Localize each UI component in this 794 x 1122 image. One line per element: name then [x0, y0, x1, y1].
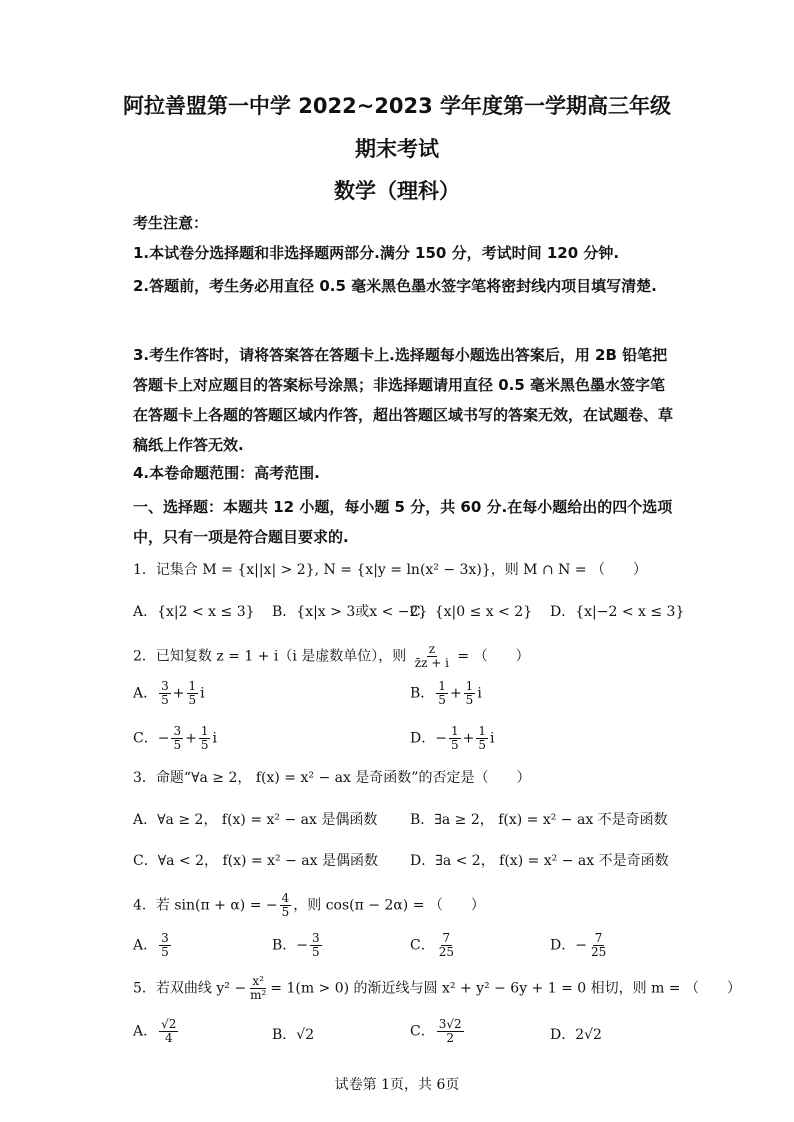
fraction-numerator: 3 — [312, 931, 320, 945]
question-4-option-d — [550, 932, 610, 959]
fraction-numerator: 1 — [465, 679, 474, 693]
section-1-heading: 一、选择题：本题共 12 小题，每小题 5 分，共 60 分.在每小题给出的四个选项中，只有一项是符合题目要求的. — [133, 498, 673, 546]
question-2-option-b — [410, 680, 482, 707]
option-fraction — [436, 680, 448, 707]
question-3-option-a: A．∀a ≥ 2， f(x) = x² − ax 是偶函数 — [133, 812, 378, 828]
question-2-option-d — [410, 725, 494, 752]
question-3-option-b: B．∃a ≥ 2， f(x) = x² − ax 不是奇函数 — [410, 812, 668, 828]
notice-item-2: 2.答题前，考生务必用直径 0.5 毫米黑色墨水签字笔将密封线内项目填写清楚. — [133, 277, 657, 295]
fraction-denominator: m² — [250, 988, 267, 1002]
option-sign: − — [157, 730, 170, 747]
question-5-option-d: D．2√2 — [550, 1027, 602, 1043]
option-operator: + — [449, 685, 462, 702]
question-5-option-b: B．√2 — [272, 1027, 315, 1043]
fraction-denominator: z̄z + i — [414, 656, 449, 670]
option-label: C． — [410, 1023, 435, 1040]
option-fraction — [589, 932, 608, 959]
option-label: A． — [133, 937, 158, 954]
question-1-option-b: B．{x|x > 3或x < −2} — [272, 604, 428, 620]
question-4-option-a — [133, 932, 173, 959]
fraction-numerator: x² — [252, 974, 264, 988]
option-fraction — [171, 725, 183, 752]
exam-subject-title: 数学（理科） — [334, 179, 460, 203]
question-3-option-d: D．∃a < 2， f(x) = x² − ax 不是奇函数 — [410, 853, 669, 869]
option-label: B． — [410, 685, 435, 702]
fraction-numerator: √2 — [161, 1017, 177, 1031]
option-fraction — [199, 725, 211, 752]
question-3-stem: 3．命题“∀a ≥ 2， f(x) = x² − ax 是奇函数”的否定是（ ） — [133, 770, 531, 786]
option-label: C． — [410, 937, 435, 954]
question-1-option-d: D．{x|−2 < x ≤ 3} — [550, 604, 685, 620]
option-fraction — [187, 680, 199, 707]
fraction-numerator: 3 — [161, 931, 169, 945]
option-label: C． — [133, 730, 158, 747]
question-4-option-c — [410, 932, 458, 959]
question-4-stem — [133, 892, 485, 919]
fraction-numerator: 1 — [478, 724, 486, 738]
question-5-stem — [133, 975, 741, 1002]
question-2-fraction — [413, 643, 451, 670]
option-label: B．− — [272, 937, 309, 954]
question-5-stem-end: = 1(m > 0) 的渐近线与圆 x² + y² − 6y + 1 = 0 相切，则 m = （ ） — [270, 980, 741, 997]
option-operator: + — [462, 730, 475, 747]
question-5-fraction — [248, 975, 268, 1002]
question-5-option-a — [133, 1018, 180, 1045]
option-fraction — [437, 1018, 464, 1045]
question-2-option-c — [133, 725, 217, 752]
notice-item-1: 1.本试卷分选择题和非选择题两部分.满分 150 分，考试时间 120 分钟. — [133, 244, 620, 262]
option-operator: + — [185, 730, 197, 747]
question-2-option-a — [133, 680, 205, 707]
notice-item-4: 4.本卷命题范围：高考范围. — [133, 464, 320, 482]
fraction-denominator: 5 — [465, 693, 474, 707]
fraction-denominator: 5 — [200, 738, 209, 752]
imaginary-unit: i — [489, 730, 495, 747]
fraction-numerator: 3 — [161, 679, 169, 693]
option-fraction — [464, 680, 476, 707]
option-fraction — [159, 680, 171, 707]
option-label: D．− — [550, 937, 587, 954]
imaginary-unit: i — [477, 685, 482, 702]
fraction-denominator: 5 — [281, 905, 290, 919]
option-fraction — [449, 725, 461, 752]
fraction-denominator: 5 — [161, 945, 169, 959]
fraction-numerator: 1 — [450, 724, 459, 738]
option-sign: − — [435, 730, 447, 747]
option-fraction — [159, 1018, 178, 1045]
fraction-numerator: 1 — [200, 724, 209, 738]
fraction-denominator: 25 — [438, 945, 454, 959]
question-1-option-c: C．{x|0 ≤ x < 2} — [410, 604, 533, 620]
notice-item-3: 3.考生作答时，请将答案答在答题卡上.选择题每小题选出答案后，用 2B 铅笔把答题卡上对应题目的答案标号涂黑；非选择题请用直径 0.5 毫米黑色墨水签字笔在答题卡上各题的答题区域内作答，超出答题区域书写的答案无效，在试题卷、草稿纸上作答无效. — [133, 346, 674, 454]
fraction-denominator: 5 — [173, 738, 182, 752]
question-1-stem: 1．记集合 M = {x||x| > 2}, N = {x|y = ln(x² − 3x)}，则 M ∩ N = （ ） — [133, 562, 648, 578]
fraction-denominator: 4 — [164, 1031, 173, 1045]
fraction-denominator: 5 — [438, 693, 446, 707]
option-operator: + — [172, 685, 185, 702]
option-fraction — [159, 932, 171, 959]
fraction-numerator: 1 — [188, 679, 197, 693]
option-fraction — [310, 932, 322, 959]
question-2-stem-end: = （ ） — [457, 648, 530, 665]
fraction-denominator: 2 — [446, 1031, 454, 1045]
fraction-numerator: 7 — [442, 931, 451, 945]
fraction-numerator: 4 — [281, 891, 290, 905]
option-label: A． — [133, 685, 158, 702]
imaginary-unit: i — [200, 685, 205, 702]
fraction-numerator: 7 — [594, 931, 603, 945]
question-4-stem-text: 4．若 sin(π + α) = − — [133, 897, 278, 914]
option-label: A． — [133, 1023, 158, 1040]
fraction-numerator: z — [428, 642, 436, 656]
question-5-stem-text: 5．若双曲线 y² − — [133, 980, 247, 997]
question-2-stem — [133, 643, 530, 670]
fraction-denominator: 5 — [312, 945, 320, 959]
imaginary-unit: i — [212, 730, 217, 747]
page-footer: 试卷第 1页，共 6页 — [334, 1077, 460, 1093]
option-label: D． — [410, 730, 436, 747]
exam-title-line2: 期末考试 — [355, 137, 439, 161]
exam-title-line1: 阿拉善盟第一中学 2022~2023 学年度第一学期高三年级 — [122, 94, 672, 118]
question-4-fraction — [280, 892, 292, 919]
question-1-option-a: A．{x|2 < x ≤ 3} — [133, 604, 255, 620]
fraction-denominator: 5 — [188, 693, 197, 707]
question-3-option-c: C．∀a < 2， f(x) = x² − ax 是偶函数 — [133, 853, 378, 869]
question-5-option-c — [410, 1018, 466, 1045]
fraction-denominator: 5 — [478, 738, 486, 752]
fraction-denominator: 5 — [450, 738, 459, 752]
fraction-numerator: 3 — [173, 724, 182, 738]
fraction-denominator: 5 — [161, 693, 169, 707]
option-fraction — [437, 932, 456, 959]
option-fraction — [476, 725, 488, 752]
notice-heading: 考生注意： — [133, 214, 209, 232]
question-4-option-b — [272, 932, 324, 959]
question-4-stem-end: ，则 cos(π − 2α) = （ ） — [293, 897, 485, 914]
fraction-numerator: 1 — [438, 679, 446, 693]
question-2-stem-text: 2．已知复数 z = 1 + i（i 是虚数单位），则 — [133, 648, 407, 665]
fraction-denominator: 25 — [590, 945, 607, 959]
fraction-numerator: 3√2 — [438, 1017, 462, 1031]
